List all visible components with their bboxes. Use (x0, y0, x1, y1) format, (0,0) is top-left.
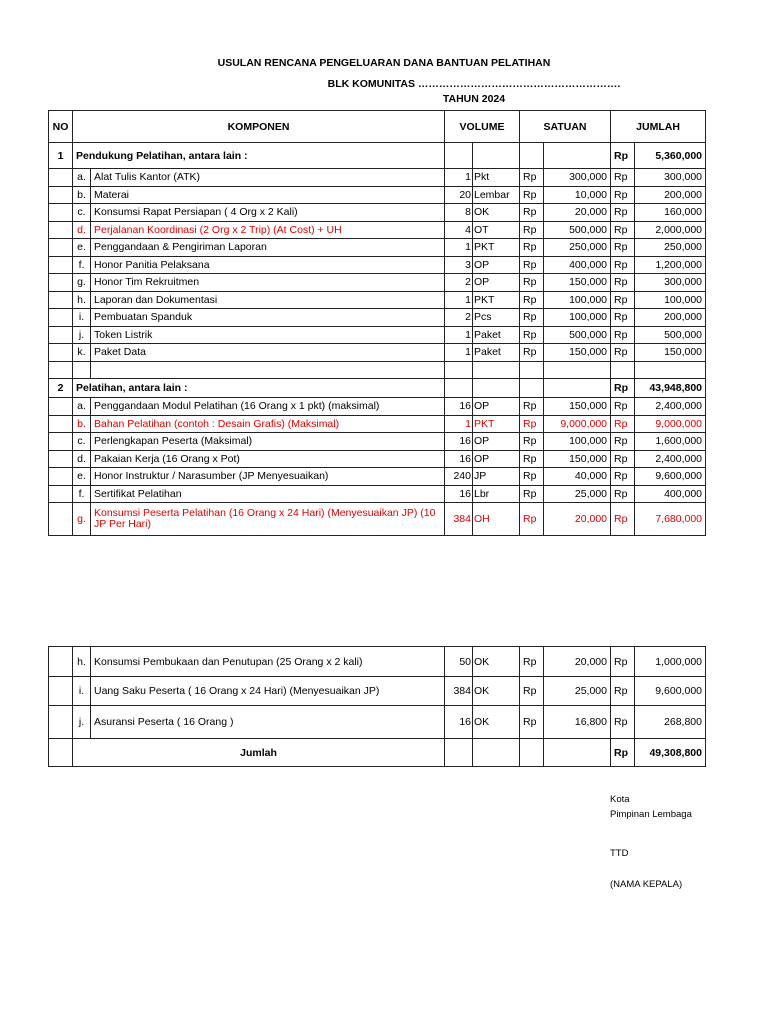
amount-currency: Rp (611, 450, 635, 468)
no-cell (49, 398, 73, 416)
table-row (49, 186, 706, 204)
item-letter: h. (73, 647, 91, 677)
table-row (49, 415, 706, 433)
empty-cell (445, 361, 473, 379)
item-volume: 2 (445, 274, 473, 292)
table-row (49, 256, 706, 274)
item-amount: 1,600,000 (635, 433, 706, 451)
no-cell (49, 503, 73, 536)
item-price: 16,800 (544, 706, 611, 739)
empty-cell (520, 143, 544, 169)
empty-cell (544, 361, 611, 379)
price-currency: Rp (520, 706, 544, 739)
price-currency: Rp (520, 309, 544, 327)
amount-currency: Rp (611, 291, 635, 309)
amount-currency: Rp (611, 274, 635, 292)
col-jumlah: JUMLAH (611, 111, 706, 143)
empty-cell (611, 361, 635, 379)
item-letter: j. (73, 326, 91, 344)
col-no: NO (49, 111, 73, 143)
item-amount: 268,800 (635, 706, 706, 739)
no-cell (49, 291, 73, 309)
amount-currency: Rp (611, 415, 635, 433)
amount-currency: Rp (611, 221, 635, 239)
price-currency: Rp (520, 468, 544, 486)
item-amount: 9,600,000 (635, 468, 706, 486)
no-cell (49, 706, 73, 739)
item-amount: 9,000,000 (635, 415, 706, 433)
budget-table-continued (48, 646, 706, 767)
total-label: Jumlah (73, 739, 445, 767)
item-volume: 1 (445, 291, 473, 309)
item-price: 100,000 (544, 309, 611, 327)
signature-role: Pimpinan Lembaga (610, 809, 692, 820)
amount-currency: Rp (611, 398, 635, 416)
item-amount: 2,000,000 (635, 221, 706, 239)
item-letter: d. (73, 450, 91, 468)
item-unit: Pcs (473, 309, 520, 327)
table-row (49, 344, 706, 362)
item-name: Pakaian Kerja (16 Orang x Pot) (91, 450, 445, 468)
section-row (49, 143, 706, 169)
table-row (49, 239, 706, 257)
section-currency: Rp (611, 143, 635, 169)
amount-currency: Rp (611, 326, 635, 344)
price-currency: Rp (520, 677, 544, 706)
item-amount: 9,600,000 (635, 677, 706, 706)
document-subtitle: BLK KOMUNITAS …………………………………………………. (327, 78, 621, 90)
no-cell (49, 204, 73, 222)
amount-currency: Rp (611, 485, 635, 503)
no-cell (49, 433, 73, 451)
table-row (49, 647, 706, 677)
item-price: 25,000 (544, 677, 611, 706)
item-price: 150,000 (544, 450, 611, 468)
item-unit: OP (473, 433, 520, 451)
section-label: Pendukung Pelatihan, antara lain : (73, 143, 445, 169)
table-row (49, 291, 706, 309)
item-letter: g. (73, 503, 91, 536)
item-price: 40,000 (544, 468, 611, 486)
item-letter: k. (73, 344, 91, 362)
section-number: 2 (49, 379, 73, 398)
item-price: 150,000 (544, 398, 611, 416)
signature-city: Kota (610, 794, 630, 805)
empty-cell (445, 379, 473, 398)
no-cell (49, 485, 73, 503)
item-amount: 500,000 (635, 326, 706, 344)
price-currency: Rp (520, 204, 544, 222)
item-volume: 4 (445, 221, 473, 239)
item-price: 250,000 (544, 239, 611, 257)
item-name: Sertifikat Pelatihan (91, 485, 445, 503)
no-cell (49, 274, 73, 292)
item-amount: 2,400,000 (635, 450, 706, 468)
empty-cell (445, 143, 473, 169)
item-letter: i. (73, 309, 91, 327)
section-total: 43,948,800 (635, 379, 706, 398)
item-volume: 384 (445, 503, 473, 536)
section-currency: Rp (611, 379, 635, 398)
item-unit: OK (473, 647, 520, 677)
item-name: Perlengkapan Peserta (Maksimal) (91, 433, 445, 451)
spacer-row (49, 361, 706, 379)
item-volume: 240 (445, 468, 473, 486)
item-amount: 160,000 (635, 204, 706, 222)
no-cell (49, 221, 73, 239)
amount-currency: Rp (611, 677, 635, 706)
item-name: Laporan dan Dokumentasi (91, 291, 445, 309)
item-unit: OT (473, 221, 520, 239)
item-price: 9,000,000 (544, 415, 611, 433)
table-row (49, 221, 706, 239)
item-price: 400,000 (544, 256, 611, 274)
item-letter: e. (73, 239, 91, 257)
item-letter: f. (73, 485, 91, 503)
item-price: 100,000 (544, 291, 611, 309)
item-amount: 250,000 (635, 239, 706, 257)
empty-cell (520, 379, 544, 398)
table-header (49, 111, 706, 143)
empty-cell (473, 143, 520, 169)
item-amount: 300,000 (635, 274, 706, 292)
item-volume: 1 (445, 239, 473, 257)
table-row (49, 326, 706, 344)
item-volume: 3 (445, 256, 473, 274)
item-volume: 1 (445, 415, 473, 433)
amount-currency: Rp (611, 239, 635, 257)
item-name: Honor Instruktur / Narasumber (JP Menyesuaikan) (91, 468, 445, 486)
price-currency: Rp (520, 450, 544, 468)
table-row (49, 468, 706, 486)
item-amount: 400,000 (635, 485, 706, 503)
item-unit: OP (473, 398, 520, 416)
item-unit: OH (473, 503, 520, 536)
item-name: Materai (91, 186, 445, 204)
item-price: 20,000 (544, 647, 611, 677)
item-price: 20,000 (544, 503, 611, 536)
amount-currency: Rp (611, 256, 635, 274)
no-cell (49, 239, 73, 257)
table-row (49, 204, 706, 222)
item-letter: e. (73, 468, 91, 486)
amount-currency: Rp (611, 309, 635, 327)
price-currency: Rp (520, 186, 544, 204)
item-letter: j. (73, 706, 91, 739)
item-price: 500,000 (544, 221, 611, 239)
table-row (49, 503, 706, 536)
item-name: Konsumsi Peserta Pelatihan (16 Orang x 24 Hari) (Menyesuaikan JP) (10 JP Per Hari) (91, 503, 445, 536)
price-currency: Rp (520, 274, 544, 292)
item-name: Honor Panitia Pelaksana (91, 256, 445, 274)
item-volume: 50 (445, 647, 473, 677)
item-unit: Pkt (473, 169, 520, 187)
item-volume: 1 (445, 326, 473, 344)
empty-cell (520, 361, 544, 379)
price-currency: Rp (520, 239, 544, 257)
signature-ttd: TTD (610, 848, 629, 859)
price-currency: Rp (520, 415, 544, 433)
item-name: Alat Tulis Kantor (ATK) (91, 169, 445, 187)
price-currency: Rp (520, 647, 544, 677)
item-name: Perjalanan Koordinasi (2 Org x 2 Trip) (At Cost) + UH (91, 221, 445, 239)
item-amount: 300,000 (635, 169, 706, 187)
item-volume: 20 (445, 186, 473, 204)
price-currency: Rp (520, 503, 544, 536)
amount-currency: Rp (611, 468, 635, 486)
item-price: 100,000 (544, 433, 611, 451)
no-cell (49, 415, 73, 433)
item-name: Paket Data (91, 344, 445, 362)
total-amount: 49,308,800 (635, 739, 706, 767)
item-unit: PKT (473, 415, 520, 433)
item-unit: Paket (473, 326, 520, 344)
item-amount: 200,000 (635, 309, 706, 327)
table-row (49, 450, 706, 468)
table-row (49, 398, 706, 416)
item-price: 150,000 (544, 274, 611, 292)
item-amount: 150,000 (635, 344, 706, 362)
item-letter: c. (73, 433, 91, 451)
item-price: 10,000 (544, 186, 611, 204)
item-volume: 2 (445, 309, 473, 327)
amount-currency: Rp (611, 706, 635, 739)
budget-table (48, 110, 706, 536)
section-number: 1 (49, 143, 73, 169)
item-letter: f. (73, 256, 91, 274)
table-row (49, 169, 706, 187)
item-unit: Lembar (473, 186, 520, 204)
item-letter: d. (73, 221, 91, 239)
price-currency: Rp (520, 169, 544, 187)
item-letter: i. (73, 677, 91, 706)
item-name: Penggandaan Modul Pelatihan (16 Orang x 1 pkt) (maksimal) (91, 398, 445, 416)
item-letter: a. (73, 398, 91, 416)
item-price: 20,000 (544, 204, 611, 222)
item-unit: OK (473, 706, 520, 739)
empty-cell (49, 361, 73, 379)
amount-currency: Rp (611, 186, 635, 204)
item-volume: 16 (445, 485, 473, 503)
empty-cell (544, 379, 611, 398)
col-volume: VOLUME (445, 111, 520, 143)
item-unit: JP (473, 468, 520, 486)
col-komponen: KOMPONEN (73, 111, 445, 143)
item-name: Uang Saku Peserta ( 16 Orang x 24 Hari) (Menyesuaikan JP) (91, 677, 445, 706)
amount-currency: Rp (611, 647, 635, 677)
item-volume: 16 (445, 433, 473, 451)
item-letter: c. (73, 204, 91, 222)
no-cell (49, 326, 73, 344)
no-cell (49, 344, 73, 362)
item-volume: 16 (445, 450, 473, 468)
no-cell (49, 468, 73, 486)
item-unit: OP (473, 274, 520, 292)
item-amount: 7,680,000 (635, 503, 706, 536)
item-name: Penggandaan & Pengiriman Laporan (91, 239, 445, 257)
empty-cell (473, 379, 520, 398)
item-unit: OP (473, 256, 520, 274)
empty-cell (73, 361, 91, 379)
price-currency: Rp (520, 485, 544, 503)
item-letter: b. (73, 186, 91, 204)
no-cell (49, 186, 73, 204)
section-row (49, 379, 706, 398)
table-row (49, 706, 706, 739)
item-name: Honor Tim Rekruitmen (91, 274, 445, 292)
col-satuan: SATUAN (520, 111, 611, 143)
item-name: Konsumsi Pembukaan dan Penutupan (25 Orang x 2 kali) (91, 647, 445, 677)
document-year: TAHUN 2024 (442, 93, 506, 105)
price-currency: Rp (520, 326, 544, 344)
price-currency: Rp (520, 256, 544, 274)
item-unit: OP (473, 450, 520, 468)
item-amount: 1,200,000 (635, 256, 706, 274)
no-cell (49, 677, 73, 706)
table-row (49, 274, 706, 292)
total-row (49, 739, 706, 767)
price-currency: Rp (520, 291, 544, 309)
price-currency: Rp (520, 433, 544, 451)
table-row (49, 485, 706, 503)
item-amount: 2,400,000 (635, 398, 706, 416)
item-name: Pembuatan Spanduk (91, 309, 445, 327)
signature-name: (NAMA KEPALA) (610, 879, 683, 890)
amount-currency: Rp (611, 169, 635, 187)
no-cell (49, 256, 73, 274)
item-unit: Lbr (473, 485, 520, 503)
empty-cell (635, 361, 706, 379)
no-cell (49, 647, 73, 677)
item-letter: g. (73, 274, 91, 292)
item-volume: 384 (445, 677, 473, 706)
price-currency: Rp (520, 344, 544, 362)
item-volume: 1 (445, 344, 473, 362)
item-price: 500,000 (544, 326, 611, 344)
item-volume: 1 (445, 169, 473, 187)
amount-currency: Rp (611, 503, 635, 536)
amount-currency: Rp (611, 344, 635, 362)
item-unit: PKT (473, 291, 520, 309)
document-title: USULAN RENCANA PENGELUARAN DANA BANTUAN PELATIHAN (217, 57, 551, 69)
item-volume: 16 (445, 706, 473, 739)
item-amount: 200,000 (635, 186, 706, 204)
amount-currency: Rp (611, 204, 635, 222)
item-unit: OK (473, 204, 520, 222)
item-price: 25,000 (544, 485, 611, 503)
amount-currency: Rp (611, 433, 635, 451)
table-row (49, 433, 706, 451)
table-row (49, 309, 706, 327)
empty-cell (91, 361, 445, 379)
item-price: 150,000 (544, 344, 611, 362)
item-volume: 8 (445, 204, 473, 222)
item-amount: 1,000,000 (635, 647, 706, 677)
item-name: Token Listrik (91, 326, 445, 344)
price-currency: Rp (520, 398, 544, 416)
total-currency: Rp (611, 739, 635, 767)
empty-cell (544, 143, 611, 169)
section-label: Pelatihan, antara lain : (73, 379, 445, 398)
item-name: Asuransi Peserta ( 16 Orang ) (91, 706, 445, 739)
item-letter: h. (73, 291, 91, 309)
no-cell (49, 169, 73, 187)
empty-cell (473, 361, 520, 379)
item-name: Bahan Pelatihan (contoh : Desain Grafis) (Maksimal) (91, 415, 445, 433)
item-letter: a. (73, 169, 91, 187)
no-cell (49, 450, 73, 468)
item-unit: OK (473, 677, 520, 706)
item-amount: 100,000 (635, 291, 706, 309)
table-row (49, 677, 706, 706)
section-total: 5,360,000 (635, 143, 706, 169)
price-currency: Rp (520, 221, 544, 239)
item-unit: PKT (473, 239, 520, 257)
no-cell (49, 309, 73, 327)
item-name: Konsumsi Rapat Persiapan ( 4 Org x 2 Kali) (91, 204, 445, 222)
item-unit: Paket (473, 344, 520, 362)
item-letter: b. (73, 415, 91, 433)
item-price: 300,000 (544, 169, 611, 187)
item-volume: 16 (445, 398, 473, 416)
